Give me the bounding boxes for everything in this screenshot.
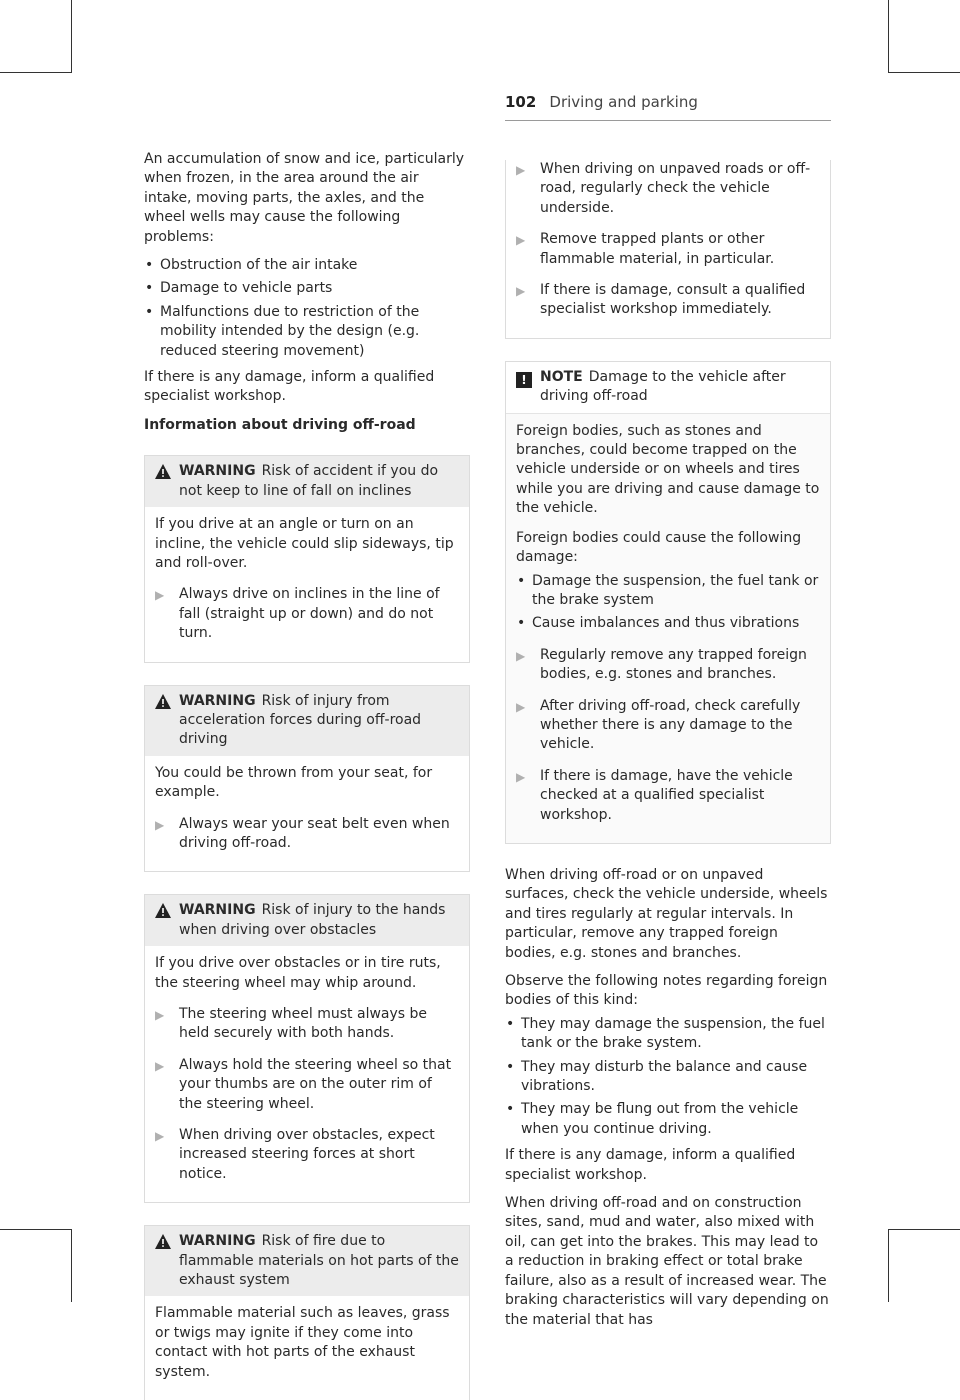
body-paragraph: When driving off-road and on construction sites, sand, mud and water, also mixed with oil, can get into the brakes. This may lead to a reduction in braking effect or total brake failure, also as a result of increased wear. The braking characteristics will vary depending on the material that has — [505, 1195, 829, 1328]
instruction-step: ▶ Regularly remove any trapped foreign bodies, e.g. stones and branches. — [516, 646, 820, 685]
step-arrow-icon: ▶ — [516, 284, 526, 299]
crop-mark — [888, 1229, 960, 1230]
instruction-step: ▶ Always wear your seat belt even when driving off-road. — [155, 815, 459, 854]
page-header — [505, 92, 831, 121]
list-item: • They may disturb the balance and cause vibrations. — [505, 1058, 831, 1097]
right-column — [505, 160, 831, 1339]
note-list — [516, 572, 820, 634]
warning-header — [145, 895, 469, 946]
warning-title: Risk of injury to the hands when driving over obstacles — [179, 902, 446, 938]
step-arrow-icon: ▶ — [155, 588, 165, 603]
crop-mark — [0, 1229, 72, 1230]
list-item: • Cause imbalances and thus vibrations — [516, 614, 820, 633]
note-label: NOTE — [540, 368, 583, 385]
body-paragraph: Observe the following notes regarding foreign bodies of this kind: — [505, 973, 828, 1009]
damage-paragraph: If there is any damage, inform a qualified specialist workshop. — [144, 369, 435, 405]
body-paragraph: If there is any damage, inform a qualified specialist workshop. — [505, 1147, 796, 1183]
warning-box-hands — [144, 894, 470, 1203]
instruction-step: ▶ If there is damage, have the vehicle checked at a qualified specialist workshop. — [516, 767, 820, 825]
left-column — [144, 150, 470, 1400]
instruction-step: ▶ When driving over obstacles, expect increased steering forces at short notice. — [155, 1126, 459, 1184]
warning-triangle-icon — [155, 692, 179, 750]
warning-label: WARNING — [179, 692, 256, 709]
step-arrow-icon: ▶ — [516, 233, 526, 248]
note-header — [506, 362, 830, 413]
step-arrow-icon: ▶ — [155, 1058, 165, 1073]
crop-mark — [888, 72, 960, 73]
warning-body: If you drive over obstacles or in tire ruts, the steering wheel may whip around. — [155, 955, 441, 991]
problem-list — [144, 256, 470, 361]
instruction-step: ▶ After driving off-road, check carefully whether there is any damage to the vehicle. — [516, 697, 820, 755]
warning-label: WARNING — [179, 1233, 256, 1250]
step-arrow-icon: ▶ — [516, 699, 526, 714]
warning-triangle-icon — [155, 1232, 179, 1290]
warning-body: Flammable material such as leaves, grass or twigs may ignite if they come into contact with hot parts of the exhaust system. — [155, 1305, 450, 1380]
foreign-bodies-list — [505, 1015, 831, 1139]
warning-body: You could be thrown from your seat, for example. — [155, 764, 433, 801]
warning-box-incline — [144, 455, 470, 662]
warning-box-fire-continued — [505, 160, 831, 339]
note-body: Foreign bodies could cause the following damage: — [516, 529, 802, 566]
section-title: Driving and parking — [549, 93, 698, 111]
step-arrow-icon: ▶ — [155, 1129, 165, 1144]
list-item: • Damage the suspension, the fuel tank or the brake system — [516, 572, 820, 611]
warning-body: If you drive at an angle or turn on an incline, the vehicle could slip sideways, tip and roll-over. — [155, 516, 454, 571]
warning-box-fire — [144, 1225, 470, 1400]
exclamation-icon: ! — [516, 372, 532, 388]
crop-mark — [888, 1229, 889, 1302]
crop-mark — [0, 72, 72, 73]
warning-title: Risk of accident if you do not keep to line of fall on inclines — [179, 463, 439, 499]
warning-triangle-icon — [155, 901, 179, 940]
section-heading: Information about driving off-road — [144, 416, 416, 433]
note-body: Foreign bodies, such as stones and branches, could become trapped on the vehicle underside or on wheels and tires while you are driving and cause damage to the vehicle. — [516, 422, 820, 517]
intro-paragraph: An accumulation of snow and ice, particularly when frozen, in the area around the air intake, moving parts, the axles, and the wheel wells may cause the following problems: — [144, 151, 465, 245]
instruction-step: ▶ When driving on unpaved roads or off-road, regularly check the vehicle underside. — [516, 160, 820, 218]
warning-header — [145, 1226, 469, 1296]
step-arrow-icon: ▶ — [516, 769, 526, 784]
list-item: • Damage to vehicle parts — [144, 279, 470, 298]
instruction-step: ▶ Always hold the steering wheel so that your thumbs are on the outer rim of the steering wheel. — [155, 1056, 459, 1114]
warning-title: Risk of fire due to flammable materials on hot parts of the exhaust system — [179, 1233, 459, 1289]
step-arrow-icon: ▶ — [516, 163, 526, 177]
instruction-step: ▶ The steering wheel must always be held securely with both hands. — [155, 1005, 459, 1044]
warning-label: WARNING — [179, 463, 256, 480]
list-item: • They may be flung out from the vehicle when you continue driving. — [505, 1100, 831, 1139]
list-item: • They may damage the suspension, the fuel tank or the brake system. — [505, 1015, 831, 1054]
instruction-step: ▶ If there is damage, consult a qualified specialist workshop immediately. — [516, 281, 820, 320]
note-title: Damage to the vehicle after driving off-road — [540, 368, 786, 405]
instruction-step: ▶ Remove trapped plants or other flammable material, in particular. — [516, 230, 820, 269]
step-arrow-icon: ▶ — [155, 817, 165, 832]
warning-header — [145, 456, 469, 507]
crop-mark — [71, 1229, 72, 1302]
list-item: • Obstruction of the air intake — [144, 256, 470, 275]
step-arrow-icon: ▶ — [155, 1008, 165, 1022]
list-item: • Malfunctions due to restriction of the mobility intended by the design (e.g. reduced steering movement) — [144, 303, 470, 361]
page-number: 102 — [505, 93, 537, 111]
body-paragraph: When driving off-road or on unpaved surfaces, check the vehicle underside, wheels and tires regularly at regular intervals. In particular, remove any trapped foreign bodies, e.g. stones and branches. — [505, 866, 828, 961]
crop-mark — [888, 0, 889, 72]
warning-label: WARNING — [179, 902, 256, 919]
warning-triangle-icon — [155, 462, 179, 501]
instruction-step: ▶ Always drive on inclines in the line of fall (straight up or down) and do not turn. — [155, 585, 459, 643]
note-box — [505, 361, 831, 844]
warning-title: Risk of injury from acceleration forces during off-road driving — [179, 692, 422, 748]
warning-header — [145, 686, 469, 756]
crop-mark — [71, 0, 72, 72]
step-arrow-icon: ▶ — [516, 648, 526, 663]
warning-box-acceleration — [144, 685, 470, 873]
